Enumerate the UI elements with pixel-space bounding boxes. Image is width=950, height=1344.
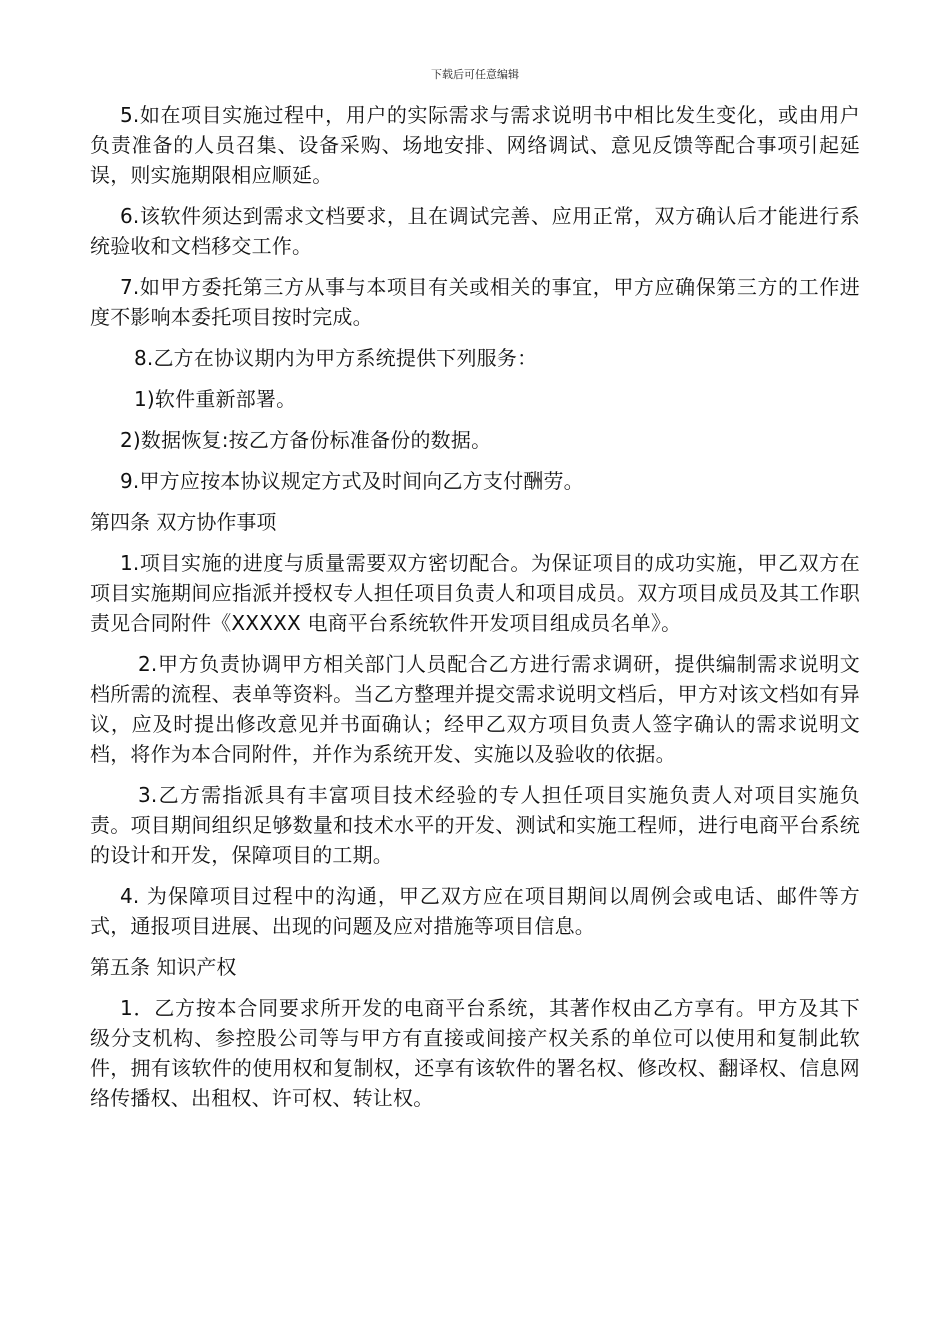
clause-4-item-2: 2.甲方负责协调甲方相关部门人员配合乙方进行需求调研，提供编制需求说明文档所需的流程、表单等资料。当乙方整理并提交需求说明文档后，甲方对该文档如有异议，应及时提出修改意见并书面确认；经甲乙双方项目负责人签字确认的需求说明文档，将作为本合同附件，并作为系统开发、实施以及验收的依据。 [90, 652, 860, 766]
clause-4-heading: 第四条 双方协作事项 [90, 510, 277, 534]
clause-5-heading: 第五条 知识产权 [90, 955, 237, 979]
clause-4-item-4: 4. 为保障项目过程中的沟通，甲乙双方应在项目期间以周例会或电话、邮件等方式，通报项目进展、出现的问题及应对措施等项目信息。 [90, 884, 860, 938]
service-item-1: 1)软件重新部署。 [134, 387, 297, 411]
clause-4-item-3: 3.乙方需指派具有丰富项目技术经验的专人担任项目实施负责人对项目实施负责。项目期间组织足够数量和技术水平的开发、测试和实施工程师，进行电商平台系统的设计和开发，保障项目的工期。 [90, 783, 860, 867]
clause-3-item-6: 6.该软件须达到需求文档要求，且在调试完善、应用正常，双方确认后才能进行系统验收和文档移交工作。 [90, 204, 860, 258]
document-body [90, 100, 860, 1124]
clause-3-item-7: 7.如甲方委托第三方从事与本项目有关或相关的事宜，甲方应确保第三方的工作进度不影响本委托项目按时完成。 [90, 275, 860, 329]
clause-3-item-5: 5.如在项目实施过程中，用户的实际需求与需求说明书中相比发生变化，或由用户负责准备的人员召集、设备采购、场地安排、网络调试、意见反馈等配合事项引起延误，则实施期限相应顺延。 [90, 103, 860, 187]
clause-3-item-8: 8.乙方在协议期内为甲方系统提供下列服务： [134, 346, 538, 370]
service-item-2: 2)数据恢复:按乙方备份标准备份的数据。 [120, 428, 492, 452]
header-note: 下载后可任意编辑 [431, 68, 519, 81]
clause-4-item-1: 1.项目实施的进度与质量需要双方密切配合。为保证项目的成功实施，甲乙双方在项目实施期间应指派并授权专人担任项目负责人和项目成员。双方项目成员及其工作职责见合同附件《XXXXX 电商平台系统软件开发项目组成员名单》。 [90, 551, 860, 635]
clause-3-item-9: 9.甲方应按本协议规定方式及时间向乙方支付酬劳。 [120, 469, 584, 493]
clause-5-item-1: 1．乙方按本合同要求所开发的电商平台系统，其著作权由乙方享有。甲方及其下级分支机构、参控股公司等与甲方有直接或间接产权关系的单位可以使用和复制此软件，拥有该软件的使用权和复制权，还享有该软件的署名权、修改权、翻译权、信息网络传播权、出租权、许可权、转让权。 [90, 996, 860, 1110]
